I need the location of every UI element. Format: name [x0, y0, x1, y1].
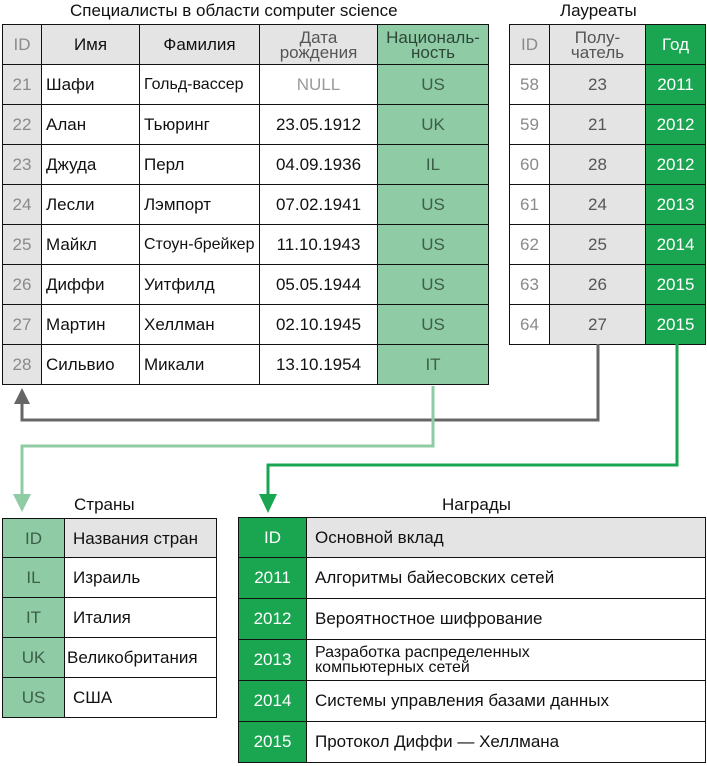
laureate-year: 2012	[646, 145, 706, 185]
specialist-id: 28	[3, 345, 42, 385]
specialist-last-name: Гольд-вассер	[140, 65, 260, 105]
laureate-recipient: 28	[550, 145, 646, 185]
year-arrowhead	[259, 494, 277, 513]
specialist-nationality: US	[378, 305, 489, 345]
specialist-nationality: US	[378, 65, 489, 105]
specialist-birth-date: 07.02.1941	[260, 185, 378, 225]
award-id: 2013	[239, 640, 307, 681]
country-id: IT	[3, 598, 65, 638]
specialist-id: 21	[3, 65, 42, 105]
specialist-nationality: US	[378, 185, 489, 225]
award-id: 2011	[239, 558, 307, 599]
country-id: UK	[3, 638, 65, 678]
recipient-to-specialist-arrow	[22, 344, 598, 420]
laureates-header-year: Год	[646, 25, 706, 65]
laureate-recipient: 23	[550, 65, 646, 105]
laureate-recipient: 26	[550, 265, 646, 305]
country-id: IL	[3, 558, 65, 598]
specialist-birth-date: 13.10.1954	[260, 345, 378, 385]
specialist-first-name: Шафи	[42, 65, 140, 105]
specialist-nationality: UK	[378, 105, 489, 145]
specialist-nationality: IL	[378, 145, 489, 185]
country-name: Италия	[65, 598, 217, 638]
laureates-title: Лауреаты	[560, 1, 637, 20]
laureate-recipient: 27	[550, 305, 646, 345]
country-name: Великобритания	[65, 638, 217, 678]
laureate-year: 2014	[646, 225, 706, 265]
award-contribution: Разработка распределенных компьютерных сетей	[307, 640, 706, 681]
award-contribution: Протокол Диффи — Хеллмана	[307, 722, 706, 763]
specialist-first-name: Диффи	[42, 265, 140, 305]
specialist-birth-date: 02.10.1945	[260, 305, 378, 345]
specialist-birth-date: 11.10.1943	[260, 225, 378, 265]
award-contribution: Системы управления базами данных	[307, 681, 706, 722]
award-contribution: Алгоритмы байесовских сетей	[307, 558, 706, 599]
specialist-first-name: Джуда	[42, 145, 140, 185]
laureate-recipient: 21	[550, 105, 646, 145]
laureate-id: 60	[510, 145, 550, 185]
laureate-id: 59	[510, 105, 550, 145]
specialist-id: 23	[3, 145, 42, 185]
specialist-birth-date: NULL	[260, 65, 378, 105]
specialist-birth-date: 23.05.1912	[260, 105, 378, 145]
recipient-arrowhead	[14, 388, 30, 404]
laureate-id: 61	[510, 185, 550, 225]
award-contribution: Вероятностное шифрование	[307, 599, 706, 640]
specialists-header-first-name: Имя	[42, 25, 140, 65]
specialist-first-name: Майкл	[42, 225, 140, 265]
specialist-nationality: US	[378, 265, 489, 305]
countries-title: Страны	[74, 495, 135, 514]
specialist-birth-date: 04.09.1936	[260, 145, 378, 185]
specialist-first-name: Сильвио	[42, 345, 140, 385]
awards-header-id: ID	[239, 518, 307, 558]
award-id: 2012	[239, 599, 307, 640]
specialists-header-nationality: Националь-ность	[378, 25, 489, 65]
laureate-year: 2015	[646, 265, 706, 305]
specialist-last-name: Уитфилд	[140, 265, 260, 305]
specialist-id: 24	[3, 185, 42, 225]
specialist-id: 22	[3, 105, 42, 145]
specialist-first-name: Алан	[42, 105, 140, 145]
laureate-year: 2013	[646, 185, 706, 225]
laureate-year: 2015	[646, 305, 706, 345]
award-id: 2014	[239, 681, 307, 722]
award-id: 2015	[239, 722, 307, 763]
laureate-id: 62	[510, 225, 550, 265]
nationality-to-country-arrow	[22, 386, 433, 496]
country-name: США	[65, 678, 217, 718]
specialist-last-name: Микали	[140, 345, 260, 385]
specialist-id: 25	[3, 225, 42, 265]
country-name: Израиль	[65, 558, 217, 598]
laureate-id: 64	[510, 305, 550, 345]
specialist-birth-date: 05.05.1944	[260, 265, 378, 305]
specialists-header-last-name: Фамилия	[140, 25, 260, 65]
country-id: US	[3, 678, 65, 718]
nationality-arrowhead	[13, 494, 31, 512]
laureates-header-id: ID	[510, 25, 550, 65]
laureate-id: 58	[510, 65, 550, 105]
laureate-recipient: 24	[550, 185, 646, 225]
specialist-id: 26	[3, 265, 42, 305]
specialist-first-name: Мартин	[42, 305, 140, 345]
specialist-last-name: Тьюринг	[140, 105, 260, 145]
specialist-id: 27	[3, 305, 42, 345]
awards-header-contribution: Основной вклад	[307, 518, 706, 558]
laureate-recipient: 25	[550, 225, 646, 265]
countries-header-id: ID	[3, 519, 65, 558]
specialist-last-name: Хеллман	[140, 305, 260, 345]
specialists-header-birth-date: Дата рождения	[260, 25, 378, 65]
specialist-nationality: IT	[378, 345, 489, 385]
laureate-id: 63	[510, 265, 550, 305]
awards-title: Награды	[442, 495, 511, 514]
laureate-year: 2012	[646, 105, 706, 145]
specialist-last-name: Лэмпорт	[140, 185, 260, 225]
laureates-header-recipient: Полу-чатель	[550, 25, 646, 65]
specialists-header-id: ID	[3, 25, 42, 65]
specialist-nationality: US	[378, 225, 489, 265]
specialists-title: Специалисты в области computer science	[70, 1, 398, 20]
specialist-first-name: Лесли	[42, 185, 140, 225]
specialist-last-name: Стоун-брейкер	[140, 225, 260, 265]
countries-header-name: Названия стран	[65, 519, 217, 558]
laureate-year: 2011	[646, 65, 706, 105]
specialist-last-name: Перл	[140, 145, 260, 185]
